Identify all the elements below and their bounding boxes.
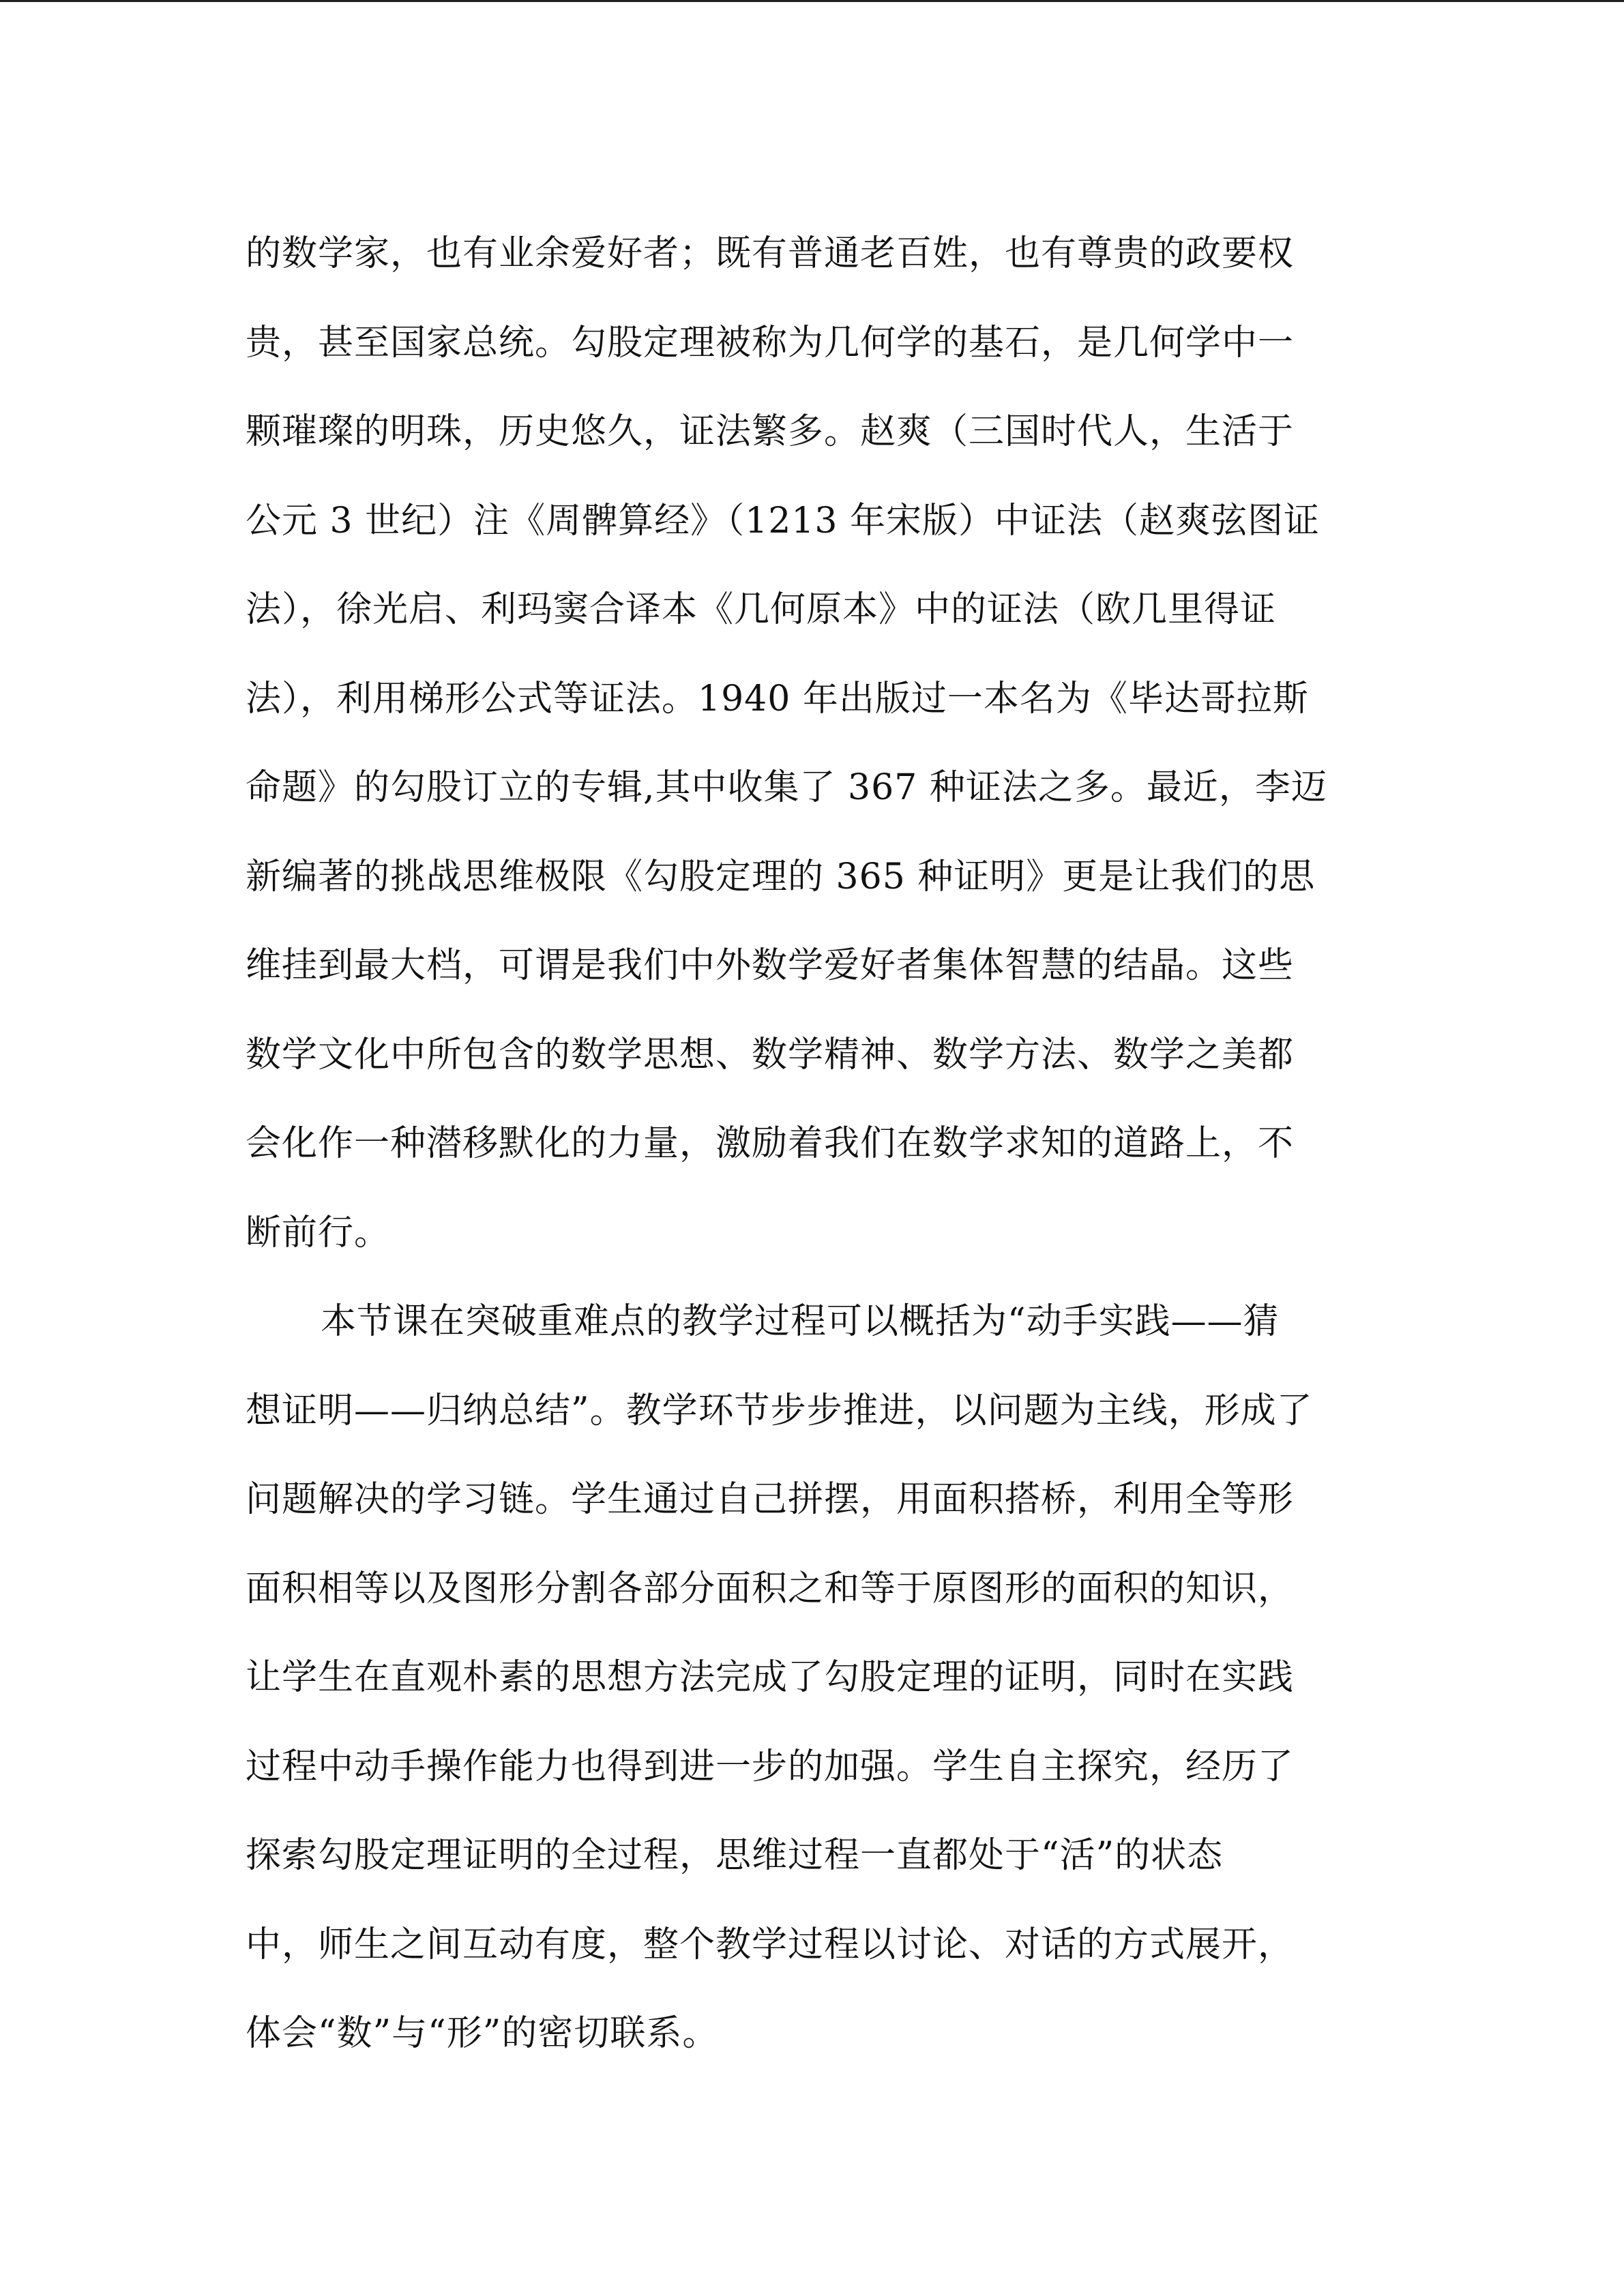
text-line: 新编著的挑战思维极限《勾股定理的 365 种证明》更是让我们的思 <box>246 856 1316 897</box>
text-line: 贵，甚至国家总统。勾股定理被称为几何学的基石，是几何学中一 <box>246 322 1295 363</box>
text-line: 过程中动手操作能力也得到进一步的加强。学生自主探究，经历了 <box>246 1746 1295 1787</box>
text-line-first-indented: 本节课在突破重难点的教学过程可以概括为“动手实践——猜 <box>321 1301 1280 1342</box>
text-line: 公元 3 世纪）注《周髀算经》（1213 年宋版）中证法（赵爽弦图证 <box>246 500 1320 541</box>
document-body <box>246 209 1371 2078</box>
paragraph-2 <box>246 1277 1371 2078</box>
text-line: 颗璀璨的明珠，历史悠久，证法繁多。赵爽（三国时代人，生活于 <box>246 411 1295 452</box>
text-line: 面积相等以及图形分割各部分面积之和等于原图形的面积的知识， <box>246 1568 1295 1609</box>
text-line: 法），徐光启、利玛窦合译本《几何原本》中的证法（欧几里得证 <box>246 589 1277 630</box>
text-line: 中，师生之间互动有度，整个教学过程以讨论、对话的方式展开， <box>246 1924 1295 1965</box>
text-line: 维挂到最大档，可谓是我们中外数学爱好者集体智慧的结晶。这些 <box>246 945 1295 986</box>
text-line: 法），利用梯形公式等证法。1940 年出版过一本名为《毕达哥拉斯 <box>246 678 1309 719</box>
text-line: 问题解决的学习链。学生通过自己拼摆，用面积搭桥，利用全等形 <box>246 1479 1295 1520</box>
text-line: 数学文化中所包含的数学思想、数学精神、数学方法、数学之美都 <box>246 1034 1295 1075</box>
text-line: 让学生在直观朴素的思想方法完成了勾股定理的证明，同时在实践 <box>246 1657 1295 1698</box>
paragraph-1 <box>246 209 1371 1277</box>
text-line: 断前行。 <box>246 1212 391 1253</box>
text-line: 命题》的勾股订立的专辑,其中收集了 367 种证法之多。最近，李迈 <box>246 767 1327 808</box>
text-line: 的数学家，也有业余爱好者；既有普通老百姓，也有尊贵的政要权 <box>246 233 1295 274</box>
text-line: 探索勾股定理证明的全过程，思维过程一直都处于“活”的状态 <box>246 1835 1224 1876</box>
text-line: 想证明——归纳总结”。教学环节步步推进，以问题为主线，形成了 <box>246 1390 1313 1431</box>
text-line: 会化作一种潜移默化的力量，激励着我们在数学求知的道路上，不 <box>246 1123 1295 1164</box>
text-line: 体会“数”与“形”的密切联系。 <box>246 2013 719 2054</box>
